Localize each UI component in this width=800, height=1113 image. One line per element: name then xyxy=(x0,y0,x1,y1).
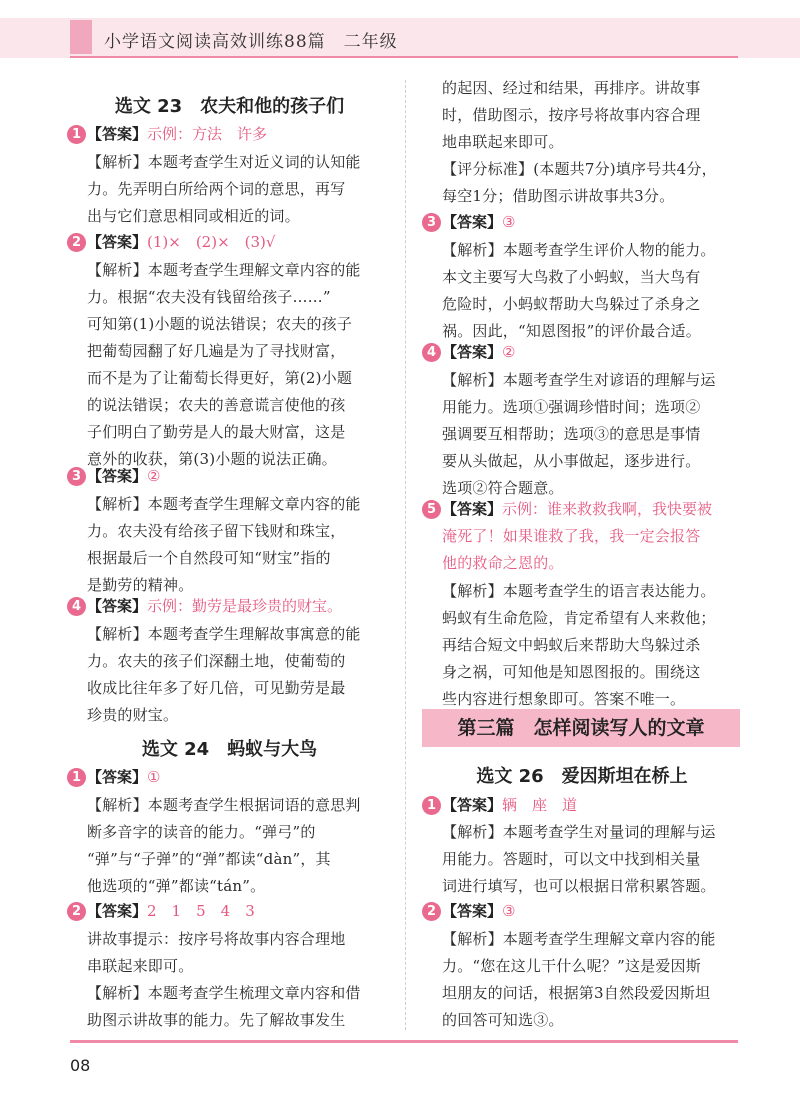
footer-rule xyxy=(70,1040,738,1043)
analysis-line: 的起因、经过和结果，再排序。讲故事 xyxy=(442,79,701,97)
analysis-line: 要从头做起，从小事做起，逐步进行。 xyxy=(442,452,701,470)
question-number: 2 xyxy=(67,233,86,252)
analysis-line: 出与它们意思相同或相近的词。 xyxy=(87,207,300,225)
section-26-title: 选文 26 爱因斯坦在桥上 xyxy=(476,766,688,787)
analysis-line: 子们明白了勤劳是人的最大财富，这是 xyxy=(87,423,346,441)
analysis-line: 【解析】本题考查学生对近义词的认知能 xyxy=(87,153,361,171)
analysis-line: 【解析】本题考查学生理解文章内容的能 xyxy=(442,930,716,948)
question-number: 3 xyxy=(422,213,441,232)
analysis-line: 力。“您在这儿干什么呢？”这是爱因斯 xyxy=(442,957,701,975)
analysis-line: 地串联起来即可。 xyxy=(442,133,564,151)
analysis-line: 强调要互相帮助；选项③的意思是事情 xyxy=(442,425,701,443)
answer-text: ③ xyxy=(502,213,516,231)
answer-line xyxy=(442,212,515,232)
answer-line xyxy=(87,466,160,486)
question-number: 5 xyxy=(422,500,441,519)
section-23-title: 选文 23 农夫和他的孩子们 xyxy=(114,96,345,117)
analysis-line: 他选项的“弹”都读“tán”。 xyxy=(87,877,266,895)
answer-label: 【答案】 xyxy=(87,233,148,251)
answer-label: 【答案】 xyxy=(87,125,148,143)
answer-text: ① xyxy=(147,768,161,786)
analysis-line: 时，借助图示，按序号将故事内容合理 xyxy=(442,106,701,124)
analysis-line: 助图示讲故事的能力。先了解故事发生 xyxy=(87,1011,346,1029)
answer-label: 【答案】 xyxy=(442,343,503,361)
answer-label: 【答案】 xyxy=(87,597,148,615)
analysis-line: 收成比往年多了好几倍，可见勤劳是最 xyxy=(87,679,346,697)
header-accent-block xyxy=(70,20,92,54)
answer-label: 【答案】 xyxy=(442,796,503,814)
answer-text: 示例：方法 许多 xyxy=(147,125,268,143)
answer-text: ② xyxy=(147,467,161,485)
answer-text: 示例：谁来救救我啊，我快要被 xyxy=(502,500,713,518)
analysis-line: 用能力。答题时，可以文中找到相关量 xyxy=(442,850,701,868)
analysis-line: 把葡萄园翻了好几遍是为了寻找财富， xyxy=(87,342,346,360)
answer-text: 淹死了！如果谁救了我，我一定会报答 xyxy=(442,527,701,545)
hint-line: 串联起来即可。 xyxy=(87,957,194,975)
question-number: 4 xyxy=(67,597,86,616)
analysis-line: 些内容进行想象即可。答案不唯一。 xyxy=(442,690,686,708)
analysis-line: 力。农夫没有给孩子留下钱财和珠宝， xyxy=(87,522,346,540)
analysis-line: 可知第(1)小题的说法错误；农夫的孩子 xyxy=(87,315,353,333)
analysis-line: 意外的收获，第(3)小题的说法正确。 xyxy=(87,450,337,468)
analysis-line: 的说法错误；农夫的善意谎言使他的孩 xyxy=(87,396,346,414)
analysis-line: 断多音字的读音的能力。“弹弓”的 xyxy=(87,823,316,841)
analysis-line: 珍贵的财宝。 xyxy=(87,706,179,724)
scoring-line: 每空1分；借助图示讲故事共3分。 xyxy=(442,187,675,205)
part-three-banner: 第三篇 怎样阅读写人的文章 xyxy=(422,709,740,747)
answer-text: 辆 座 道 xyxy=(502,796,578,814)
page-header-title: 小学语文阅读高效训练88篇 二年级 xyxy=(104,32,398,52)
answer-line xyxy=(87,767,160,787)
answer-label: 【答案】 xyxy=(442,902,503,920)
page-number: 08 xyxy=(70,1056,91,1075)
answer-text: 示例：勤劳是最珍贵的财宝。 xyxy=(147,597,343,615)
answer-line xyxy=(442,901,515,921)
answer-line xyxy=(87,232,275,252)
analysis-line: “弹”与“子弹”的“弹”都读“dàn”，其 xyxy=(87,850,331,868)
answer-line xyxy=(442,499,712,519)
analysis-line: 【解析】本题考查学生理解文章内容的能 xyxy=(87,261,361,279)
analysis-line: 选项②符合题意。 xyxy=(442,479,564,497)
header-rule xyxy=(70,56,738,58)
analysis-line: 【解析】本题考查学生的语言表达能力。 xyxy=(442,582,716,600)
analysis-line: 而不是为了让葡萄长得更好，第(2)小题 xyxy=(87,369,353,387)
analysis-line: 力。先弄明白所给两个词的意思，再写 xyxy=(87,180,346,198)
analysis-line: 危险时，小蚂蚁帮助大鸟躲过了杀身之 xyxy=(442,295,701,313)
analysis-line: 【解析】本题考查学生梳理文章内容和借 xyxy=(87,984,361,1002)
analysis-line: 【解析】本题考查学生根据词语的意思判 xyxy=(87,796,361,814)
analysis-line: 【解析】本题考查学生评价人物的能力。 xyxy=(442,241,716,259)
question-number: 2 xyxy=(67,902,86,921)
analysis-line: 力。根据“农夫没有钱留给孩子……” xyxy=(87,288,331,306)
answer-label: 【答案】 xyxy=(87,467,148,485)
section-24-title: 选文 24 蚂蚁与大鸟 xyxy=(141,739,318,760)
analysis-line: 祸。因此，“知恩图报”的评价最合适。 xyxy=(442,322,701,340)
analysis-line: 坦朋友的问话，根据第3自然段爱因斯坦 xyxy=(442,984,711,1002)
answer-text: (1)× (2)× (3)√ xyxy=(147,233,276,251)
analysis-line: 根据最后一个自然段可知“财宝”指的 xyxy=(87,549,331,567)
answer-line xyxy=(442,342,515,362)
analysis-line: 词进行填写，也可以根据日常积累答题。 xyxy=(442,877,716,895)
analysis-line: 身之祸，可知他是知恩图报的。围绕这 xyxy=(442,663,701,681)
answer-line xyxy=(87,901,255,921)
analysis-line: 的回答可知选③。 xyxy=(442,1011,564,1029)
answer-label: 【答案】 xyxy=(87,902,148,920)
question-number: 4 xyxy=(422,343,441,362)
answer-label: 【答案】 xyxy=(87,768,148,786)
answer-label: 【答案】 xyxy=(442,500,503,518)
answer-label: 【答案】 xyxy=(442,213,503,231)
scoring-line: 【评分标准】(本题共7分)填序号共4分， xyxy=(442,160,717,178)
answer-line xyxy=(87,124,267,144)
analysis-line: 【解析】本题考查学生对谚语的理解与运 xyxy=(442,371,716,389)
answer-text: ③ xyxy=(502,902,516,920)
answer-text: ② xyxy=(502,343,516,361)
question-number: 1 xyxy=(422,796,441,815)
analysis-line: 再结合短文中蚂蚁后来帮助大鸟躲过杀 xyxy=(442,636,701,654)
question-number: 1 xyxy=(67,768,86,787)
column-divider xyxy=(405,80,406,1030)
analysis-line: 是勤劳的精神。 xyxy=(87,576,194,594)
analysis-line: 【解析】本题考查学生理解文章内容的能 xyxy=(87,495,361,513)
analysis-line: 蚂蚁有生命危险，肯定希望有人来救他； xyxy=(442,609,716,627)
hint-line: 讲故事提示：按序号将故事内容合理地 xyxy=(87,930,346,948)
analysis-line: 用能力。选项①强调珍惜时间；选项② xyxy=(442,398,701,416)
analysis-line: 力。农夫的孩子们深翻土地，使葡萄的 xyxy=(87,652,346,670)
analysis-line: 【解析】本题考查学生理解故事寓意的能 xyxy=(87,625,361,643)
question-number: 1 xyxy=(67,125,86,144)
answer-text: 他的救命之恩的。 xyxy=(442,554,564,572)
answer-line xyxy=(87,596,342,616)
answer-line xyxy=(442,795,577,815)
analysis-line: 本文主要写大鸟救了小蚂蚁，当大鸟有 xyxy=(442,268,701,286)
question-number: 3 xyxy=(67,467,86,486)
analysis-line: 【解析】本题考查学生对量词的理解与运 xyxy=(442,823,716,841)
answer-text: 2 1 5 4 3 xyxy=(147,902,255,920)
question-number: 2 xyxy=(422,902,441,921)
